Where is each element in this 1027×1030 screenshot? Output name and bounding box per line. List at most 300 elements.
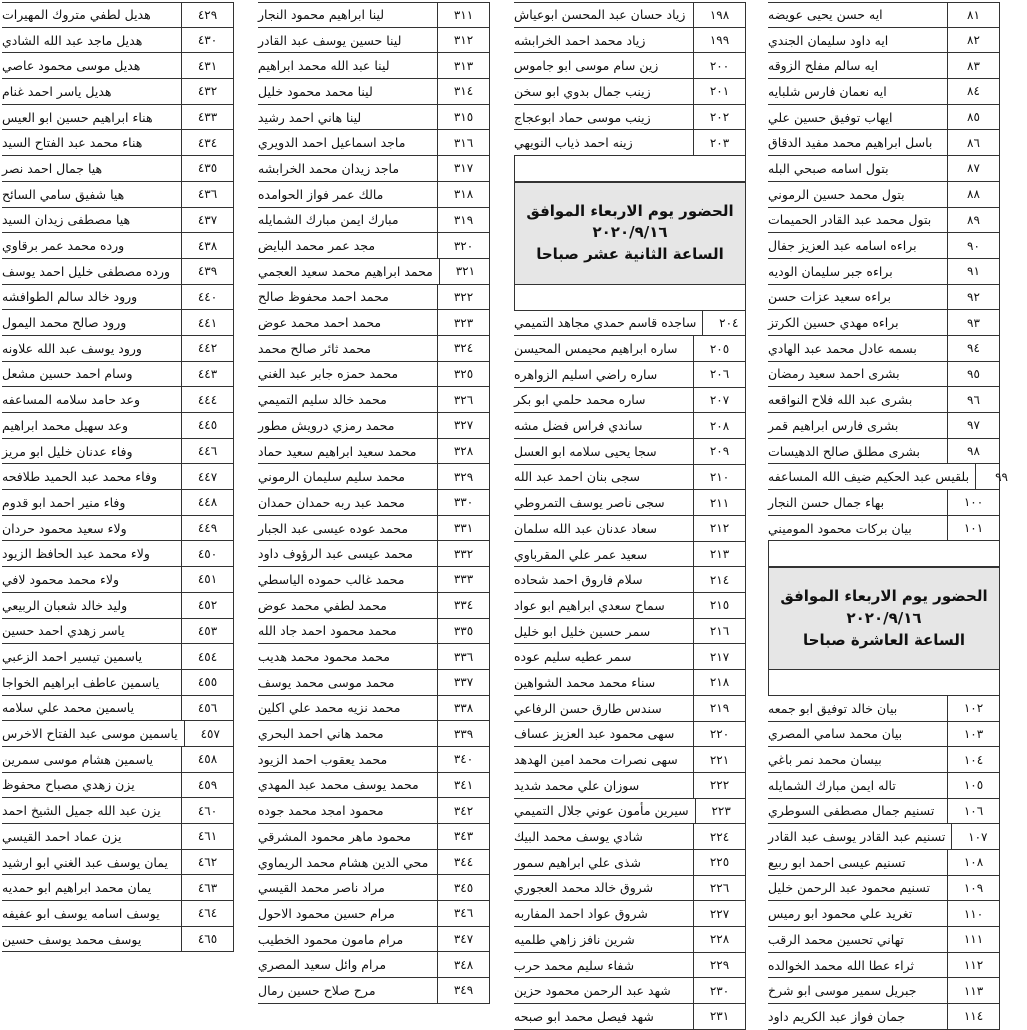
list-row (514, 722, 746, 748)
row-number: ٣١٨ (437, 182, 489, 207)
row-number: ٢٠٣ (693, 130, 745, 155)
list-row (2, 875, 234, 901)
row-number: ١٠١ (947, 516, 999, 541)
list-row (2, 773, 234, 799)
list-row (2, 336, 234, 362)
row-number: ٣٢٠ (437, 233, 489, 258)
row-number: ٤٢٩ (181, 3, 233, 27)
list-row (768, 978, 1000, 1004)
list-row (258, 670, 490, 696)
row-number: ٤٣٦ (181, 182, 233, 207)
person-name: وعد سهيل محمد ابراهيم (2, 417, 129, 433)
list-row (2, 670, 234, 696)
list-row (514, 105, 746, 131)
row-number: ٢٠٥ (693, 336, 745, 361)
person-name: لينا ابراهيم محمود النجار (258, 7, 385, 23)
list-row (768, 722, 1000, 748)
person-name: شادي يوسف محمد البيك (514, 829, 643, 845)
person-name: جبريل سمير موسى ابو شرخ (768, 983, 917, 999)
person-name: تاله ايمن مبارك الشمايله (768, 777, 896, 793)
row-number: ٤٦٢ (181, 850, 233, 875)
list-row (258, 285, 490, 311)
row-number: ٢١٧ (693, 644, 745, 669)
row-number: ٢١٨ (693, 670, 745, 695)
person-name: سمر عطيه سليم عوده (514, 649, 632, 665)
person-name: شذى علي ابراهيم سمور (514, 854, 641, 870)
person-name: بيان محمد سامي المصري (768, 726, 903, 742)
row-number: ١٠٧ (951, 824, 1003, 849)
row-number: ٢١٣ (693, 542, 745, 567)
row-number: ٣١٥ (437, 105, 489, 130)
row-number: ٩٧ (947, 413, 999, 438)
session-heading (514, 182, 746, 285)
person-name: سجا يحيى سلامه ابو العسل (514, 443, 657, 459)
list-row (514, 567, 746, 593)
row-number: ٣٤٦ (437, 901, 489, 926)
list-row (258, 567, 490, 593)
person-name: براءه اسامه عبد العزيز جفال (768, 238, 917, 254)
list-row (258, 721, 490, 747)
row-number: ١٠٤ (947, 747, 999, 772)
person-name: زينه احمد ذياب النويهي (514, 135, 633, 151)
row-number: ٤٦٤ (181, 901, 233, 926)
row-number: ٤٤٣ (181, 362, 233, 387)
person-name: مالك عمر فواز الحوامده (258, 186, 384, 202)
list-row (768, 28, 1000, 54)
person-name: محمد نزيه محمد علي اكلين (258, 700, 401, 716)
person-name: بهاء جمال حسن النجار (768, 494, 885, 510)
list-row (258, 387, 490, 413)
blank-row (514, 285, 746, 311)
person-name: بشرى فارس ابراهيم قمر (768, 417, 899, 433)
row-number: ١١٠ (947, 901, 999, 926)
person-name: محمد عبد ربه حمدان حمدان (258, 494, 405, 510)
person-name: هيا شفيق سامي السائح (2, 186, 125, 202)
row-number: ٢١٢ (693, 516, 745, 541)
list-row (2, 798, 234, 824)
list-row (258, 156, 490, 182)
list-row (768, 130, 1000, 156)
person-name: وفاء منير احمد ابو قدوم (2, 494, 126, 510)
person-name: محمد خالد سليم التميمي (258, 392, 387, 408)
person-name: وليد خالد شعبان الربيعي (2, 597, 128, 613)
person-name: مبارك ايمن مبارك الشمايله (258, 212, 399, 228)
row-number: ٨٤ (947, 79, 999, 104)
list-row (768, 208, 1000, 234)
person-name: مرام وائل سعيد المصري (258, 957, 387, 973)
row-number: ٣٤١ (437, 773, 489, 798)
row-number: ٩٦ (947, 387, 999, 412)
person-name: سهى محمود عبد العزيز عساف (514, 726, 675, 742)
list-row (768, 927, 1000, 953)
person-name: محمود امجد محمد جوده (258, 803, 384, 819)
person-name: محمد رمزي درويش مطور (258, 417, 395, 433)
row-number: ٣٣٣ (437, 567, 489, 592)
person-name: هناء محمد عبد الفتاح السيد (2, 135, 143, 151)
person-name: يزن عبد الله جميل الشيخ احمد (2, 803, 161, 819)
row-number: ٢٢٠ (693, 722, 745, 747)
list-row (768, 747, 1000, 773)
list-row (768, 799, 1000, 825)
session-heading (768, 567, 1000, 670)
list-row (768, 156, 1000, 182)
row-number: ٩٥ (947, 362, 999, 387)
row-number: ٤٦٠ (181, 798, 233, 823)
person-name: محمد يوسف محمد عبد المهدي (258, 777, 419, 793)
list-row (258, 28, 490, 54)
list-row (258, 850, 490, 876)
list-row (768, 953, 1000, 979)
person-name: شهد عبد الرحمن محمود حزين (514, 983, 671, 999)
list-row (514, 79, 746, 105)
person-name: محمد عيسى عبد الرؤوف داود (258, 546, 413, 562)
person-name: شروق عواد احمد المفاربه (514, 906, 648, 922)
person-name: تسنيم محمود عبد الرحمن خليل (768, 880, 930, 896)
blank-row (768, 541, 1000, 567)
person-name: سعيد عمر علي المقرباوي (514, 546, 648, 562)
person-name: بشرى عبد الله فلاح النواقعه (768, 392, 913, 408)
row-number: ٢٢٣ (695, 799, 747, 824)
row-number: ٩٩ (975, 464, 1027, 489)
row-number: ٢٢٤ (693, 824, 745, 849)
person-name: مرام مامون محمود الخطيب (258, 931, 404, 947)
list-row (514, 413, 746, 439)
row-number: ٢٠٧ (693, 388, 745, 413)
list-row (768, 1004, 1000, 1030)
list-row (514, 619, 746, 645)
person-name: سوزان علي محمد شديد (514, 777, 640, 793)
row-number: ٣٣٤ (437, 593, 489, 618)
row-number: ٢٠٤ (702, 311, 754, 336)
list-row (514, 799, 746, 825)
row-number: ٣٢٩ (437, 464, 489, 489)
row-number: ١٠٠ (947, 490, 999, 515)
list-row (768, 2, 1000, 28)
person-name: ايه داود سليمان الجندي (768, 32, 889, 48)
row-number: ٤٥٩ (181, 773, 233, 798)
list-row (514, 953, 746, 979)
person-name: يوسف محمد يوسف حسين (2, 931, 142, 947)
row-number: ٢٠٢ (693, 105, 745, 130)
list-row (2, 310, 234, 336)
row-number: ٢٢٧ (693, 901, 745, 926)
person-name: هناء ابراهيم حسين ابو العيس (2, 109, 153, 125)
row-number: ٩٨ (947, 439, 999, 464)
row-number: ٣١٩ (437, 208, 489, 233)
list-row (768, 516, 1000, 542)
row-number: ٤٥٠ (181, 541, 233, 566)
list-column-3 (258, 2, 490, 1004)
person-name: محمد احمد محمد عوض (258, 315, 382, 331)
person-name: محمد محمود احمد جاد الله (258, 623, 397, 639)
list-row (514, 876, 746, 902)
row-number: ٤٤٤ (181, 387, 233, 412)
list-row (768, 105, 1000, 131)
person-name: ورده محمد عمر برقاوي (2, 238, 125, 254)
person-name: ساره راضي اسليم الزواهره (514, 366, 658, 382)
row-number: ٣٣٥ (437, 619, 489, 644)
person-name: هيا مصطفى زيدان السيد (2, 212, 131, 228)
row-number: ٢١٩ (693, 696, 745, 721)
person-name: ولاء سعيد محمود حردان (2, 520, 127, 536)
row-number: ٣٤٨ (437, 952, 489, 977)
list-row (768, 310, 1000, 336)
person-name: ثراء عطا الله محمد الخوالده (768, 957, 915, 973)
person-name: محمد غالب حموده الياسطي (258, 571, 405, 587)
list-row (514, 388, 746, 414)
person-name: ماجد زيدان محمد الخرابشه (258, 160, 400, 176)
row-number: ٤٦٣ (181, 875, 233, 900)
person-name: بيسان محمد نمر باغي (768, 752, 882, 768)
person-name: باسل ابراهيم محمد مفيد الدقاق (768, 135, 933, 151)
list-row (768, 773, 1000, 799)
person-name: محمود ماهر محمود المشرقي (258, 828, 411, 844)
row-number: ٣٤٥ (437, 875, 489, 900)
row-number: ٢١٥ (693, 593, 745, 618)
row-number: ٤٥٤ (181, 644, 233, 669)
row-number: ٤٤٩ (181, 516, 233, 541)
person-name: وعد حامد سلامه المساعفه (2, 392, 141, 408)
list-row (258, 439, 490, 465)
list-row (2, 285, 234, 311)
list-row (514, 978, 746, 1004)
person-name: وسام احمد حسين مشعل (2, 366, 133, 382)
person-name: محمد ابراهيم محمد سعيد العجمي (258, 263, 433, 279)
row-number: ١١٤ (947, 1004, 999, 1029)
list-row (2, 362, 234, 388)
list-row (258, 2, 490, 28)
row-number: ٨٢ (947, 28, 999, 53)
person-name: محمد سليم سليمان الرموني (258, 469, 406, 485)
row-number: ٣٣٢ (437, 541, 489, 566)
list-row (768, 696, 1000, 722)
list-row (768, 53, 1000, 79)
person-name: محمد هاني احمد البحري (258, 726, 384, 742)
person-name: لينا عبد الله محمد ابراهيم (258, 58, 390, 74)
row-number: ٤٦١ (181, 824, 233, 849)
person-name: سهى نصرات محمد امين الهدهد (514, 752, 678, 768)
person-name: يزن زهدي مصباح محفوظ (2, 777, 135, 793)
row-number: ٤٣٠ (181, 28, 233, 53)
person-name: محي الدين هشام محمد الريماوي (258, 854, 429, 870)
list-row (258, 644, 490, 670)
list-row (2, 79, 234, 105)
list-row (768, 285, 1000, 311)
row-number: ٤٣٩ (181, 259, 233, 284)
row-number: ١٩٨ (693, 3, 745, 27)
list-row (2, 824, 234, 850)
row-number: ٤٣٢ (181, 79, 233, 104)
person-name: سمر حسين خليل ابو خليل (514, 623, 651, 639)
list-row (2, 464, 234, 490)
list-row (514, 824, 746, 850)
person-name: ساندي فراس فضل مشه (514, 418, 643, 434)
person-name: ورود صالح محمد اليمول (2, 315, 127, 331)
heading-line1: الحضور يوم الاربعاء الموافق (526, 201, 734, 220)
row-number: ٤٥٣ (181, 619, 233, 644)
list-row (2, 233, 234, 259)
row-number: ٩٤ (947, 336, 999, 361)
person-name: مرام حسين محمود الاحول (258, 905, 395, 921)
person-name: تسنيم عيسى احمد ابو ربيع (768, 854, 906, 870)
list-row (258, 875, 490, 901)
list-row (2, 721, 234, 747)
list-row (258, 130, 490, 156)
person-name: ياسمين هشام موسى سمرين (2, 751, 154, 767)
person-name: محمد يعقوب احمد الزيود (258, 751, 388, 767)
person-name: شرين نافز زاهي طلميه (514, 931, 635, 947)
row-number: ٣٢٢ (437, 285, 489, 310)
row-number: ٢٢٨ (693, 927, 745, 952)
person-name: تسنيم جمال مصطفى السوطري (768, 803, 935, 819)
row-number: ٨٨ (947, 182, 999, 207)
row-number: ٢٠١ (693, 79, 745, 104)
list-row (2, 105, 234, 131)
person-name: محمد احمد محفوظ صالح (258, 289, 389, 305)
person-name: ورود خالد سالم الطوافشه (2, 289, 138, 305)
list-row (2, 644, 234, 670)
person-name: ساجده قاسم حمدي مجاهد التميمي (514, 315, 697, 331)
list-row (2, 130, 234, 156)
person-name: ورود يوسف عبد الله علاونه (2, 340, 142, 356)
blank-row (514, 156, 746, 182)
person-name: هديل ماجد عبد الله الشادي (2, 32, 143, 48)
list-row (2, 927, 234, 953)
list-row (2, 901, 234, 927)
person-name: بلقيس عبد الحكيم ضيف الله المساعفه (768, 469, 970, 485)
row-number: ٤٤٨ (181, 490, 233, 515)
person-name: سيرين مأمون عوني جلال التميمي (514, 803, 689, 819)
person-name: سجى بنان احمد عبد الله (514, 469, 640, 485)
person-name: سجى ناصر يوسف التمروطي (514, 495, 665, 511)
row-number: ٨٧ (947, 156, 999, 181)
row-number: ٣١١ (437, 3, 489, 27)
person-name: ساره محمد حلمي ابو بكر (514, 392, 646, 408)
person-name: زياد حسان عبد المحسن ابوعياش (514, 7, 686, 23)
list-row (258, 773, 490, 799)
row-number: ٢٢٢ (693, 773, 745, 798)
list-row (258, 362, 490, 388)
person-name: سعاد عدنان عبد الله سلمان (514, 520, 657, 536)
row-number: ٢١٠ (693, 465, 745, 490)
person-name: محمد موسى محمد يوسف (258, 674, 395, 690)
list-row (258, 413, 490, 439)
row-number: ٤٤٠ (181, 285, 233, 310)
row-number: ٣٣٦ (437, 644, 489, 669)
row-number: ٢١٦ (693, 619, 745, 644)
list-row (258, 53, 490, 79)
list-row (768, 850, 1000, 876)
row-number: ١٠٦ (947, 799, 999, 824)
row-number: ٢٢٩ (693, 953, 745, 978)
person-name: شفاء سليم محمد حرب (514, 957, 635, 973)
row-number: ٢٠٨ (693, 413, 745, 438)
list-column-2 (514, 2, 746, 1030)
list-row (2, 2, 234, 28)
row-number: ٤٣٥ (181, 156, 233, 181)
list-row (258, 927, 490, 953)
row-number: ١٠٩ (947, 876, 999, 901)
list-row (768, 876, 1000, 902)
row-number: ٨٥ (947, 105, 999, 130)
list-row (2, 28, 234, 54)
person-name: ياسمين تيسير احمد الزعبي (2, 649, 143, 665)
person-name: لينا هاني احمد رشيد (258, 109, 362, 125)
list-row (2, 593, 234, 619)
list-row (258, 182, 490, 208)
person-name: ولاء محمد محمود لافي (2, 571, 120, 587)
list-row (768, 182, 1000, 208)
person-name: يزن عماد احمد القيسي (2, 828, 122, 844)
row-number: ٨٦ (947, 130, 999, 155)
person-name: محمد لطفي محمد عوض (258, 597, 387, 613)
person-name: براءه سعيد عزات حسن (768, 289, 892, 305)
person-name: هديل ياسر احمد غنام (2, 83, 112, 99)
person-name: سناء محمد محمد الشواهين (514, 674, 656, 690)
person-name: ايه سالم مفلح الزوقه (768, 58, 879, 74)
row-number: ٣٣١ (437, 516, 489, 541)
row-number: ٩٢ (947, 285, 999, 310)
person-name: زياد محمد احمد الخرابشه (514, 32, 646, 48)
list-row (514, 28, 746, 54)
row-number: ٣٣٨ (437, 696, 489, 721)
person-name: سلام فاروق احمد شحاده (514, 572, 643, 588)
row-number: ٤٤٢ (181, 336, 233, 361)
list-row (258, 541, 490, 567)
row-number: ٣٣٠ (437, 490, 489, 515)
person-name: شهد فيصل محمد ابو صبحه (514, 1008, 654, 1024)
row-number: ٣٤٧ (437, 927, 489, 952)
person-name: بتول اسامه صبحي البله (768, 160, 889, 176)
list-row (514, 311, 746, 337)
row-number: ٢٢٥ (693, 850, 745, 875)
person-name: محمد حمزه جابر عبد الغني (258, 366, 399, 382)
row-number: ٤٥١ (181, 567, 233, 592)
list-column-1 (768, 2, 1008, 1030)
list-row (258, 747, 490, 773)
row-number: ٣٣٧ (437, 670, 489, 695)
row-number: ١٠٥ (947, 773, 999, 798)
row-number: ٣٤٩ (437, 978, 489, 1003)
person-name: ايهاب توفيق حسين علي (768, 109, 893, 125)
row-number: ٤٥٥ (181, 670, 233, 695)
row-number: ٢٢١ (693, 747, 745, 772)
row-number: ٣٢٧ (437, 413, 489, 438)
list-row (514, 2, 746, 28)
blank-row (768, 670, 1000, 696)
heading-line3: الساعة الثانية عشر صباحا (536, 245, 724, 264)
person-name: بشرى احمد سعيد رمضان (768, 366, 900, 382)
row-number: ١١٣ (947, 978, 999, 1003)
list-row (514, 1004, 746, 1030)
row-number: ٣٤٣ (437, 824, 489, 849)
person-name: بتول محمد عبد القادر الحميمات (768, 212, 932, 228)
list-row (514, 670, 746, 696)
list-row (2, 567, 234, 593)
list-row (258, 798, 490, 824)
list-row (514, 439, 746, 465)
person-name: مجد عمر محمد البايض (258, 238, 376, 254)
list-row (258, 901, 490, 927)
person-name: زينب جمال بدوي ابو سخن (514, 83, 651, 99)
person-name: يمان يوسف عبد الغني ابو ارشيد (2, 854, 168, 870)
list-row (514, 927, 746, 953)
list-row (768, 336, 1000, 362)
list-row (514, 593, 746, 619)
row-number: ١٩٩ (693, 28, 745, 53)
person-name: هديل لطفي متروك المهيرات (2, 7, 151, 23)
person-name: ايه نعمان فارس شلبايه (768, 83, 887, 99)
